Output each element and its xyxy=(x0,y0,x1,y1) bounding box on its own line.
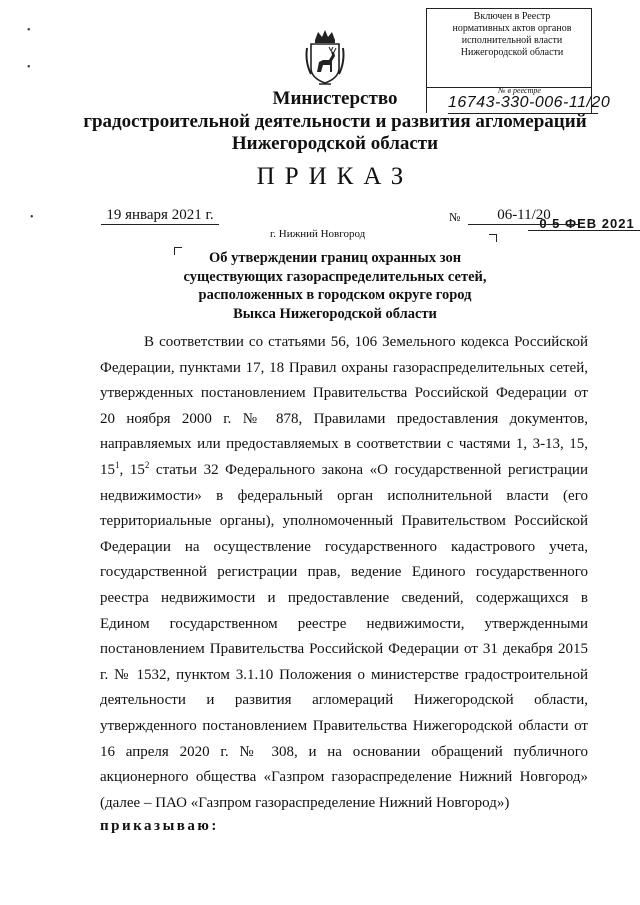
preamble-text: статьи 32 Федерального закона «О государственной регистрации недвижимости» в федеральный орган исполнительной власти (его территориальные органы), уполномоченный Правительством Российской Федерации на осуществление государственного кадастрового учета, государственной регистрации прав, ведение Единого государственного реестра недвижимости и предоставление сведений, содержащихся в Едином государственном реестре недвижимости, утвержденными постановлением Правительства Российской Федерации от 31 декабря 2015 г. № 1532, пунктом 3.1.10 Положения о министерстве градостроительной деятельности и развития агломераций Нижегородской области, утвержденного постановлением Правительства Нижегородской области от 16 апреля 2020 г. № 308, и на основании обращений публичного акционерного общества «Газпром газораспределение Нижний Новгород» (далее – ПАО «Газпром газораспределение Нижний Новгород») xyxy=(100,461,588,811)
stamp-line: Нижегородской области xyxy=(460,47,564,58)
subject-corner-mark xyxy=(489,234,497,242)
margin-mark: • xyxy=(27,62,31,73)
ministry-name-line2: градостроительной деятельности и развития агломераций xyxy=(83,111,587,132)
superscript: 1 xyxy=(115,459,120,470)
preamble-paragraph xyxy=(100,330,588,816)
order-city: г. Нижний Новгород xyxy=(270,228,366,240)
number-sign: № xyxy=(449,210,461,224)
order-date: 19 января 2021 г. xyxy=(101,207,219,225)
subject-line: существующих газораспределительных сетей, xyxy=(183,268,487,285)
document-title: ПРИКАЗ xyxy=(256,163,414,190)
stamp-reg-label: № в реестре xyxy=(498,86,541,95)
order-number: 06-11/20 xyxy=(468,207,580,225)
subject-line: расположенных в городском округе город xyxy=(198,287,472,303)
stamp-date: 0 5 ФЕВ 2021 xyxy=(528,218,640,231)
order-verb: приказываю: xyxy=(100,818,219,834)
stamp-reg-number: 16743-330-006-11/20 xyxy=(448,94,611,111)
preamble-text: В соответствии со статьями 56, 106 Земельного кодекса Российской Федерации, пунктами 17, 18 Правил охраны газораспределительных сетей, утвержденных постановлением Правительства Российской Федерации от 20 ноября 2000 г. № 878, Правилами предоставления документов, направляемых или предоставляемых в соответствии с частями 1, 3-13, 15, 15 xyxy=(100,334,588,478)
subject-line: Выкса Нижегородской области xyxy=(233,305,437,322)
order-subject xyxy=(120,249,550,323)
ministry-name-line1: Министерство xyxy=(272,88,398,109)
stamp-line: нормативных актов органов xyxy=(452,23,572,34)
coat-of-arms-deer-icon xyxy=(303,28,347,86)
stamp-line: Включен в Реестр xyxy=(473,11,551,22)
subject-line: Об утверждении границ охранных зон xyxy=(208,250,462,266)
margin-mark: • xyxy=(30,212,34,223)
preamble-text: , 15 xyxy=(119,461,145,478)
ministry-name-line3: Нижегородской области xyxy=(231,133,439,154)
stamp-line: исполнительной власти xyxy=(461,35,563,46)
margin-mark: • xyxy=(27,25,31,36)
superscript: 2 xyxy=(144,459,150,470)
